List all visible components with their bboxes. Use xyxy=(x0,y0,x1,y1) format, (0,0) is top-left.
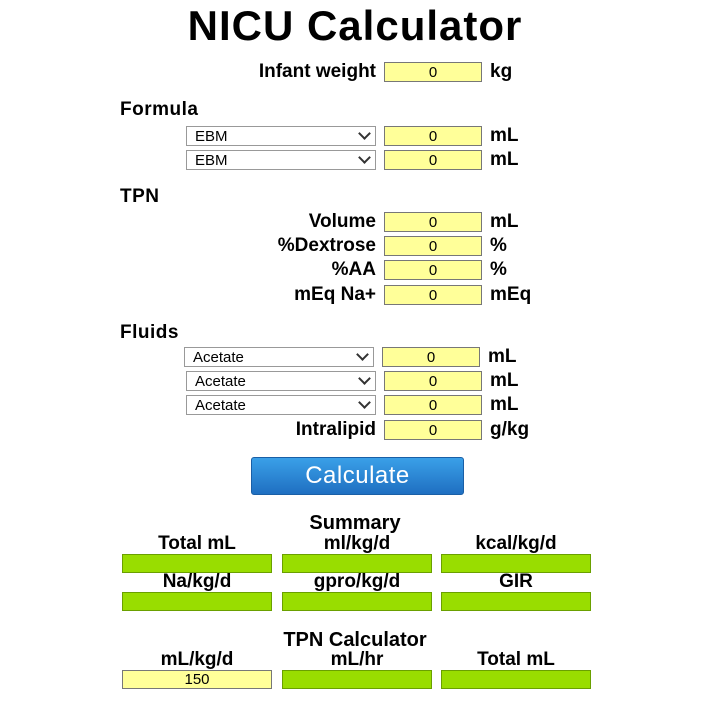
fluid-select-value: Acetate xyxy=(193,348,244,366)
fluids-heading: Fluids xyxy=(120,322,179,343)
calculate-button[interactable]: Calculate xyxy=(251,457,464,495)
chevron-down-icon xyxy=(356,348,369,361)
intralipid-row xyxy=(160,419,529,441)
weight-unit: kg xyxy=(490,61,513,82)
intralipid-unit: g/kg xyxy=(490,419,530,440)
page-title: NICU Calculator xyxy=(187,2,523,49)
fluid-unit: mL xyxy=(488,346,517,367)
tpn-calc-ml-kg-d-label: mL/kg/d xyxy=(160,649,234,670)
tpn-row xyxy=(160,211,519,233)
formula-select[interactable] xyxy=(186,150,376,170)
tpn-heading: TPN xyxy=(120,186,160,207)
tpn-calc-total-ml-label: Total mL xyxy=(477,649,555,670)
formula-volume-input[interactable] xyxy=(384,150,482,170)
tpn-row xyxy=(160,284,531,306)
summary-ml-kg-d-label: ml/kg/d xyxy=(323,533,391,554)
formula-select[interactable] xyxy=(186,126,376,146)
summary-na-kg-d-output xyxy=(122,592,272,611)
fluid-volume-input[interactable] xyxy=(384,395,482,415)
intralipid-label: Intralipid xyxy=(295,419,376,440)
tpn-calc-total-ml-output xyxy=(441,670,591,689)
tpn-aa-unit: % xyxy=(490,259,507,280)
tpn-volume-unit: mL xyxy=(490,211,519,232)
tpn-row xyxy=(160,235,507,257)
formula-row xyxy=(186,125,519,147)
summary-title: Summary xyxy=(309,512,401,534)
tpn-row xyxy=(160,259,507,281)
summary-total-ml-label: Total mL xyxy=(158,533,236,554)
tpn-calc-ml-kg-d-input[interactable] xyxy=(122,670,272,689)
tpn-calculator-title: TPN Calculator xyxy=(283,629,427,651)
tpn-dextrose-label: %Dextrose xyxy=(277,235,376,256)
formula-select-value: EBM xyxy=(195,151,228,169)
fluid-volume-input[interactable] xyxy=(384,371,482,391)
fluid-row xyxy=(186,370,519,392)
weight-input[interactable] xyxy=(384,62,482,82)
formula-unit: mL xyxy=(490,149,519,170)
tpn-sodium-unit: mEq xyxy=(490,284,532,305)
tpn-aa-input[interactable] xyxy=(384,260,482,280)
formula-heading: Formula xyxy=(120,99,199,120)
fluid-volume-input[interactable] xyxy=(382,347,480,367)
fluid-row xyxy=(186,394,519,416)
formula-volume-input[interactable] xyxy=(384,126,482,146)
tpn-volume-label: Volume xyxy=(308,211,376,232)
tpn-sodium-label: mEq Na+ xyxy=(294,284,376,305)
formula-select-value: EBM xyxy=(195,127,228,145)
formula-row xyxy=(186,149,519,171)
fluid-select[interactable] xyxy=(186,395,376,415)
tpn-aa-label: %AA xyxy=(331,259,376,280)
summary-gpro-kg-d-output xyxy=(282,592,432,611)
fluid-row xyxy=(184,346,517,368)
tpn-dextrose-input[interactable] xyxy=(384,236,482,256)
weight-row xyxy=(160,61,512,83)
fluid-unit: mL xyxy=(490,370,519,391)
summary-na-kg-d-label: Na/kg/d xyxy=(162,571,232,592)
tpn-calc-ml-hr-label: mL/hr xyxy=(330,649,384,670)
chevron-down-icon xyxy=(358,127,371,140)
summary-gir-output xyxy=(441,592,591,611)
tpn-calc-ml-hr-output xyxy=(282,670,432,689)
fluid-select-value: Acetate xyxy=(195,396,246,414)
formula-unit: mL xyxy=(490,125,519,146)
summary-kcal-kg-d-label: kcal/kg/d xyxy=(475,533,557,554)
fluid-select-value: Acetate xyxy=(195,372,246,390)
fluid-select[interactable] xyxy=(184,347,374,367)
tpn-dextrose-unit: % xyxy=(490,235,507,256)
chevron-down-icon xyxy=(358,372,371,385)
summary-gir-label: GIR xyxy=(499,571,533,592)
fluid-unit: mL xyxy=(490,394,519,415)
tpn-sodium-input[interactable] xyxy=(384,285,482,305)
summary-gpro-kg-d-label: gpro/kg/d xyxy=(313,571,401,592)
intralipid-input[interactable] xyxy=(384,420,482,440)
tpn-volume-input[interactable] xyxy=(384,212,482,232)
chevron-down-icon xyxy=(358,396,371,409)
weight-label: Infant weight xyxy=(258,61,376,82)
fluid-select[interactable] xyxy=(186,371,376,391)
chevron-down-icon xyxy=(358,151,371,164)
